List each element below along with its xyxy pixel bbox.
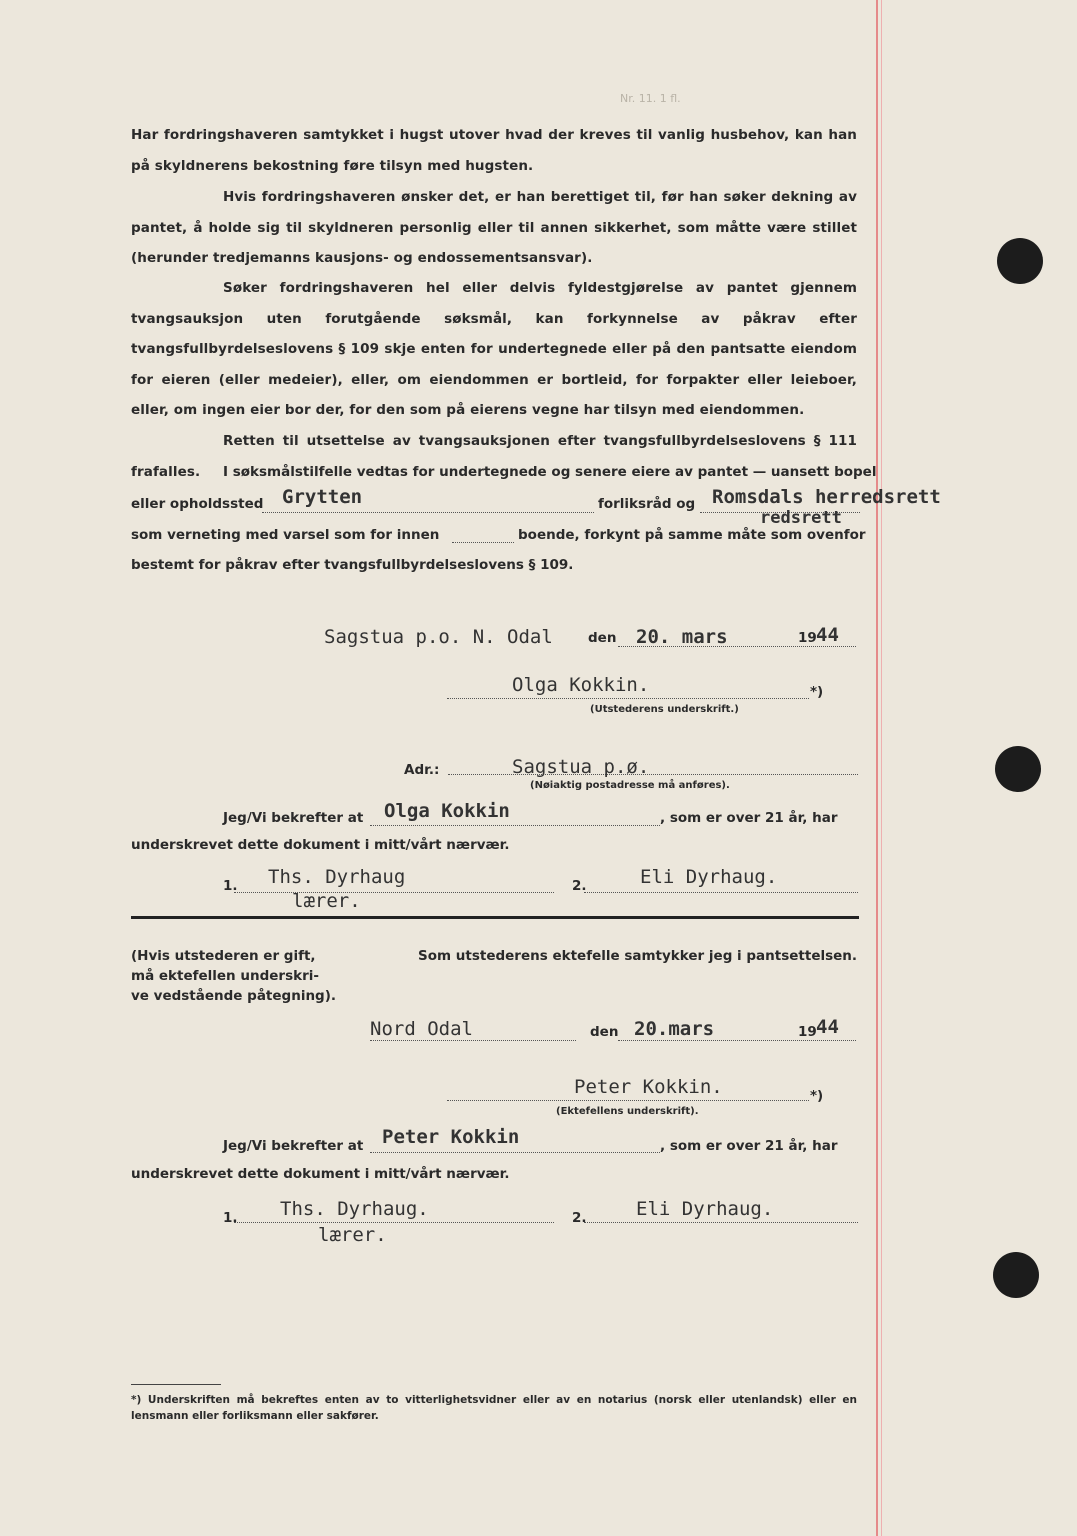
- witness1-name: Olga Kokkin: [384, 800, 510, 822]
- witness1-suffix: , som er over 21 år, har: [660, 810, 838, 826]
- footnote-rule: [131, 1384, 221, 1385]
- spouse-note-1: (Hvis utstederen er gift,: [131, 948, 316, 964]
- witness2-w2: Eli Dyrhaug.: [636, 1198, 774, 1220]
- witness1-w1b: lærer.: [292, 890, 361, 912]
- address-caption: (Nøiaktig postadresse må anføres).: [530, 780, 730, 791]
- punch-hole-top: [997, 238, 1043, 284]
- witness2-w1b: lærer.: [318, 1224, 387, 1246]
- faint-header: Nr. 11. 1 fl.: [620, 92, 681, 105]
- spouse-note-3: ve vedstående påtegning).: [131, 988, 337, 1004]
- signature1-caption: (Utstederens underskrift.): [590, 704, 739, 715]
- dateline1-place: Sagstua p.o. N. Odal: [324, 626, 553, 648]
- witness2-w1-dots: [234, 1222, 554, 1223]
- spouse-consent: Som utstederens ektefelle samtykker jeg i pantsettelsen.: [418, 948, 858, 964]
- margin-line-secondary: [881, 0, 882, 1536]
- address-label: Adr.:: [404, 762, 440, 778]
- venue-line-3a: som verneting med varsel som for innen: [131, 527, 440, 543]
- dateline2-year: 44: [816, 1016, 839, 1038]
- spouse-note-2: må ektefellen underskri-: [131, 968, 319, 984]
- venue-line-1: I søksmålstilfelle vedtas for undertegnede og senere eiere av pantet — uansett bopel: [223, 464, 877, 480]
- venue-line-3b: boende, forkynt på samme måte som ovenfor: [518, 527, 866, 543]
- dateline2-dots: [618, 1040, 856, 1041]
- dateline1-year-prefix: 19: [798, 630, 817, 646]
- witness1-n1: 1.: [223, 878, 238, 894]
- signature2-dots: [447, 1100, 809, 1101]
- witness1-w2: Eli Dyrhaug.: [640, 866, 778, 888]
- venue-line-4: bestemt for påkrav efter tvangsfullbyrdelseslovens § 109.: [131, 557, 574, 573]
- dateline1-den: den: [588, 630, 617, 646]
- dateline2-place: Nord Odal: [370, 1018, 473, 1040]
- venue-distance-dots: [452, 542, 514, 543]
- punch-hole-bottom: [993, 1252, 1039, 1298]
- signature2-mark: *): [810, 1088, 824, 1104]
- dateline2-date: 20.mars: [634, 1018, 715, 1040]
- paragraph-forkynnelse: Søker fordringshaveren hel eller delvis fyldestgjørelse av pantet gjennem tvangsauksjon uten forutgående søksmål, kan forkynnelse av påkrav efter tvangsfullbyrdelseslovens § 109 skje enten for undertegnede eller på den pantsatte eiendom for eieren (eller medeier), eller, om eiendommen er bortleid, for forpakter eller leieboer, eller, om ingen eier bor der, for den som på eierens vegne har tilsyn med eiendommen.: [131, 280, 857, 418]
- footnote: *) Underskriften må bekreftes enten av to vitterlighetsvidner eller av en notarius (norsk eller utenlandsk) eller en lensmann eller forliksmann eller sakfører.: [131, 1394, 857, 1422]
- paragraph-hugst: Har fordringshaveren samtykket i hugst utover hvad der kreves til vanlig husbehov, kan han på skyldnerens bekostning føre tilsyn med hugsten.: [131, 127, 857, 174]
- witness2-line2: underskrevet dette dokument i mitt/vårt nærvær.: [131, 1166, 510, 1182]
- witness1-n2: 2.: [572, 878, 587, 894]
- margin-line: [876, 0, 878, 1536]
- signature1-name: Olga Kokkin.: [512, 674, 650, 696]
- signature1-mark: *): [810, 684, 824, 700]
- venue-court: Romsdals herredsrett: [712, 486, 941, 508]
- dateline2-year-prefix: 19: [798, 1024, 817, 1040]
- witness1-w1: Ths. Dyrhaug: [268, 866, 406, 888]
- paragraph-personlig: Hvis fordringshaveren ønsker det, er han berettiget til, før han søker dekning av pantet, å holde sig til skyldneren personlig eller til annen sikkerhet, som måtte være stillet (herunder tredjemanns kausjons- og endossementsansvar).: [131, 189, 857, 266]
- dateline1-year: 44: [816, 624, 839, 646]
- venue-mid: forliksråd og: [598, 496, 696, 512]
- witness2-w2-dots: [584, 1222, 858, 1223]
- dateline2-den: den: [590, 1024, 619, 1040]
- witness2-suffix: , som er over 21 år, har: [660, 1138, 838, 1154]
- paragraph-utsettelse: Retten til utsettelse av tvangsauksjonen efter tvangsfullbyrdelseslovens § 111 frafalles.: [131, 433, 857, 480]
- witness2-n2: 2.: [572, 1210, 587, 1226]
- witness2-name-dots: [370, 1152, 660, 1153]
- witness2-n1: 1.: [223, 1210, 238, 1226]
- signature1-dots: [447, 698, 809, 699]
- signature2-name: Peter Kokkin.: [574, 1076, 723, 1098]
- witness2-name: Peter Kokkin: [382, 1126, 520, 1148]
- address-dots: [448, 774, 858, 775]
- dateline2-place-dots: [370, 1040, 576, 1041]
- venue-court-fix: redsrett: [760, 508, 842, 528]
- witness1-w2-dots: [584, 892, 858, 893]
- witness1-line2: underskrevet dette dokument i mitt/vårt nærvær.: [131, 837, 510, 853]
- punch-hole-middle: [995, 746, 1041, 792]
- venue-prefix: eller opholdssted: [131, 496, 264, 512]
- witness1-w1-dots: [234, 892, 554, 893]
- venue-place: Grytten: [282, 486, 363, 508]
- signature2-caption: (Ektefellens underskrift).: [556, 1106, 699, 1117]
- witness1-name-dots: [370, 825, 660, 826]
- venue-place-dots: [262, 512, 594, 513]
- dateline1-date: 20. mars: [636, 626, 728, 648]
- witness2-w1: Ths. Dyrhaug.: [280, 1198, 429, 1220]
- section-rule: [131, 916, 859, 919]
- address-value: Sagstua p.ø.: [512, 756, 650, 778]
- witness1-prefix: Jeg/Vi bekrefter at: [223, 810, 364, 826]
- witness2-prefix: Jeg/Vi bekrefter at: [223, 1138, 364, 1154]
